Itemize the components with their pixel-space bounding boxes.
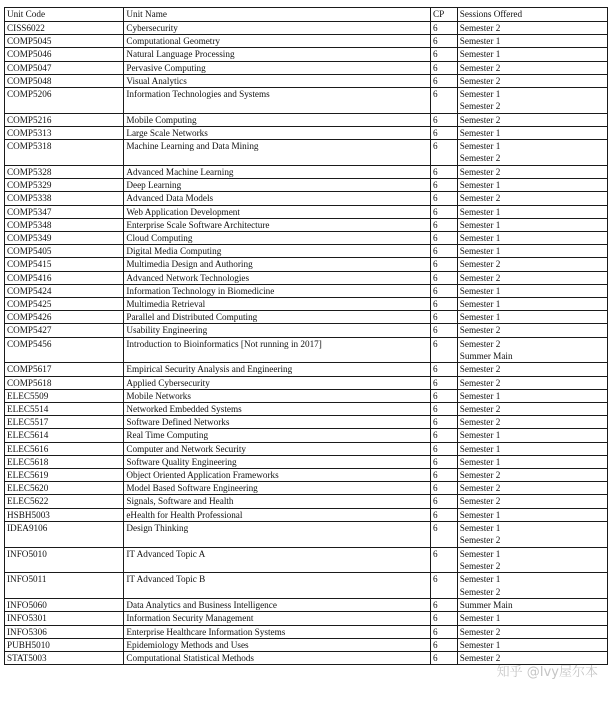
cp-cell: 6	[431, 205, 458, 218]
cp-cell: 6	[431, 429, 458, 442]
sessions-cell	[457, 298, 607, 311]
sessions-cell	[457, 324, 607, 337]
unit-name-cell: Real Time Computing	[124, 429, 431, 442]
cp-cell: 6	[431, 258, 458, 271]
table-row	[5, 232, 608, 245]
table-row	[5, 612, 608, 625]
sessions-cell	[457, 389, 607, 402]
unit-name-cell: Pervasive Computing	[124, 61, 431, 74]
sessions-cell	[457, 429, 607, 442]
header-cp: CP	[431, 8, 458, 22]
session-item: Semester 1	[459, 613, 501, 624]
sessions-cell	[457, 271, 607, 284]
sessions-cell	[457, 35, 607, 48]
units-table	[4, 7, 608, 665]
table-row	[5, 35, 608, 48]
session-item: Semester 1	[459, 36, 501, 47]
unit-code-cell: ELEC5509	[5, 389, 124, 402]
unit-code-cell: IDEA9106	[5, 521, 124, 547]
table-row	[5, 74, 608, 87]
sessions-cell	[457, 612, 607, 625]
session-item: Semester 2	[459, 272, 501, 283]
unit-code-cell: COMP5427	[5, 324, 124, 337]
unit-name-cell: Multimedia Retrieval	[124, 298, 431, 311]
session-item: Semester 1	[459, 443, 501, 454]
watermark: 知乎 @Ivy屋尔本	[496, 665, 598, 680]
cp-cell: 6	[431, 508, 458, 521]
cp-cell: 6	[431, 245, 458, 258]
session-item: Semester 2	[459, 193, 501, 204]
table-row	[5, 389, 608, 402]
unit-code-cell: ELEC5620	[5, 482, 124, 495]
table-row	[5, 495, 608, 508]
session-item: Semester 1	[459, 574, 501, 585]
unit-code-cell: INFO5301	[5, 612, 124, 625]
unit-code-cell: CISS6022	[5, 22, 124, 35]
sessions-cell	[457, 403, 607, 416]
cp-cell: 6	[431, 179, 458, 192]
cp-cell: 6	[431, 612, 458, 625]
session-item: Semester 1	[459, 639, 501, 650]
unit-name-cell: Digital Media Computing	[124, 245, 431, 258]
cp-cell: 6	[431, 298, 458, 311]
cp-cell: 6	[431, 324, 458, 337]
sessions-cell	[457, 363, 607, 376]
sessions-cell	[457, 442, 607, 455]
session-item: Semester 1	[459, 548, 501, 559]
unit-code-cell: COMP5216	[5, 113, 124, 126]
cp-cell: 6	[431, 284, 458, 297]
unit-code-cell: COMP5318	[5, 140, 124, 166]
session-item: Semester 2	[459, 62, 501, 73]
unit-code-cell: COMP5313	[5, 127, 124, 140]
cp-cell: 6	[431, 455, 458, 468]
cp-cell: 6	[431, 573, 458, 599]
sessions-cell	[457, 245, 607, 258]
unit-name-cell: Enterprise Healthcare Information Systems	[124, 625, 431, 638]
unit-code-cell: ELEC5619	[5, 469, 124, 482]
table-row	[5, 482, 608, 495]
unit-code-cell: ELEC5618	[5, 455, 124, 468]
sessions-cell	[457, 376, 607, 389]
cp-cell: 6	[431, 599, 458, 612]
session-item: Semester 1	[459, 299, 501, 310]
unit-name-cell: Deep Learning	[124, 179, 431, 192]
table-header-row	[5, 8, 608, 22]
sessions-cell	[457, 218, 607, 231]
unit-code-cell: HSBH5003	[5, 508, 124, 521]
sessions-cell	[457, 311, 607, 324]
unit-code-cell: COMP5456	[5, 337, 124, 363]
unit-code-cell: COMP5405	[5, 245, 124, 258]
sessions-cell	[457, 521, 607, 547]
unit-name-cell: Multimedia Design and Authoring	[124, 258, 431, 271]
sessions-cell	[457, 258, 607, 271]
sessions-cell	[457, 232, 607, 245]
session-item: Semester 2	[459, 325, 501, 336]
session-item: Semester 2	[459, 496, 501, 507]
unit-code-cell: COMP5047	[5, 61, 124, 74]
table-row	[5, 192, 608, 205]
unit-code-cell: COMP5329	[5, 179, 124, 192]
unit-name-cell: Cybersecurity	[124, 22, 431, 35]
unit-code-cell: INFO5060	[5, 599, 124, 612]
unit-code-cell: STAT5003	[5, 652, 124, 665]
unit-name-cell: Mobile Computing	[124, 113, 431, 126]
session-item: Semester 1	[459, 141, 501, 152]
session-item: Semester 2	[459, 586, 501, 597]
sessions-cell	[457, 205, 607, 218]
session-item: Semester 1	[459, 206, 501, 217]
table-row	[5, 166, 608, 179]
unit-name-cell: Parallel and Distributed Computing	[124, 311, 431, 324]
unit-name-cell: Usability Engineering	[124, 324, 431, 337]
session-item: Semester 1	[459, 312, 501, 323]
unit-name-cell: Signals, Software and Health	[124, 495, 431, 508]
table-row	[5, 284, 608, 297]
header-unit-code: Unit Code	[5, 8, 124, 22]
session-item: Semester 2	[459, 75, 501, 86]
cp-cell: 6	[431, 22, 458, 35]
unit-code-cell: PUBH5010	[5, 638, 124, 651]
table-row	[5, 179, 608, 192]
table-row	[5, 140, 608, 166]
unit-name-cell: Advanced Network Technologies	[124, 271, 431, 284]
session-item: Semester 1	[459, 390, 501, 401]
unit-name-cell: eHealth for Health Professional	[124, 508, 431, 521]
cp-cell: 6	[431, 218, 458, 231]
session-item: Semester 1	[459, 456, 501, 467]
sessions-cell	[457, 166, 607, 179]
sessions-cell	[457, 192, 607, 205]
cp-cell: 6	[431, 482, 458, 495]
table-row	[5, 416, 608, 429]
sessions-cell	[457, 88, 607, 114]
units-table-body	[5, 22, 608, 665]
table-row	[5, 113, 608, 126]
table-row	[5, 547, 608, 573]
cp-cell: 6	[431, 363, 458, 376]
unit-code-cell: COMP5045	[5, 35, 124, 48]
unit-code-cell: COMP5206	[5, 88, 124, 114]
session-item: Semester 1	[459, 285, 501, 296]
table-row	[5, 625, 608, 638]
table-row	[5, 469, 608, 482]
cp-cell: 6	[431, 271, 458, 284]
session-item: Semester 2	[459, 653, 501, 664]
unit-name-cell: Advanced Machine Learning	[124, 166, 431, 179]
unit-name-cell: Model Based Software Engineering	[124, 482, 431, 495]
sessions-cell	[457, 573, 607, 599]
session-item: Semester 1	[459, 219, 501, 230]
unit-name-cell: Information Security Management	[124, 612, 431, 625]
unit-code-cell: COMP5426	[5, 311, 124, 324]
table-row	[5, 455, 608, 468]
session-item: Semester 2	[459, 470, 501, 481]
sessions-cell	[457, 599, 607, 612]
table-row	[5, 298, 608, 311]
cp-cell: 6	[431, 88, 458, 114]
cp-cell: 6	[431, 337, 458, 363]
table-row	[5, 573, 608, 599]
header-unit-name: Unit Name	[124, 8, 431, 22]
header-sessions-offered: Sessions Offered	[457, 8, 607, 22]
session-item: Semester 1	[459, 430, 501, 441]
unit-code-cell: COMP5425	[5, 298, 124, 311]
unit-code-cell: ELEC5614	[5, 429, 124, 442]
session-item: Summer Main	[459, 350, 513, 361]
table-row	[5, 271, 608, 284]
session-item: Semester 2	[459, 114, 501, 125]
table-row	[5, 22, 608, 35]
cp-cell: 6	[431, 127, 458, 140]
table-row	[5, 48, 608, 61]
cp-cell: 6	[431, 469, 458, 482]
table-row	[5, 337, 608, 363]
table-row	[5, 376, 608, 389]
cp-cell: 6	[431, 232, 458, 245]
session-item: Semester 1	[459, 180, 501, 191]
sessions-cell	[457, 127, 607, 140]
session-item: Semester 2	[459, 404, 501, 415]
session-item: Semester 2	[459, 167, 501, 178]
unit-code-cell: INFO5306	[5, 625, 124, 638]
session-item: Semester 1	[459, 522, 501, 533]
unit-code-cell: INFO5010	[5, 547, 124, 573]
unit-name-cell: Data Analytics and Business Intelligence	[124, 599, 431, 612]
unit-name-cell: Machine Learning and Data Mining	[124, 140, 431, 166]
cp-cell: 6	[431, 74, 458, 87]
unit-code-cell: ELEC5616	[5, 442, 124, 455]
unit-name-cell: Empirical Security Analysis and Engineering	[124, 363, 431, 376]
table-row	[5, 442, 608, 455]
session-item: Semester 1	[459, 128, 501, 139]
unit-name-cell: Cloud Computing	[124, 232, 431, 245]
sessions-cell	[457, 625, 607, 638]
unit-code-cell: COMP5349	[5, 232, 124, 245]
session-item: Semester 2	[459, 377, 501, 388]
unit-name-cell: Object Oriented Application Frameworks	[124, 469, 431, 482]
unit-name-cell: Applied Cybersecurity	[124, 376, 431, 389]
table-row	[5, 638, 608, 651]
session-item: Semester 1	[459, 509, 501, 520]
cp-cell: 6	[431, 140, 458, 166]
table-row	[5, 508, 608, 521]
unit-name-cell: Software Defined Networks	[124, 416, 431, 429]
table-row	[5, 599, 608, 612]
unit-code-cell: COMP5424	[5, 284, 124, 297]
sessions-cell	[457, 455, 607, 468]
unit-code-cell: ELEC5622	[5, 495, 124, 508]
cp-cell: 6	[431, 192, 458, 205]
cp-cell: 6	[431, 442, 458, 455]
unit-name-cell: Visual Analytics	[124, 74, 431, 87]
unit-name-cell: Computational Statistical Methods	[124, 652, 431, 665]
table-row	[5, 311, 608, 324]
cp-cell: 6	[431, 403, 458, 416]
session-item: Semester 1	[459, 89, 501, 100]
sessions-cell	[457, 337, 607, 363]
sessions-cell	[457, 179, 607, 192]
session-item: Semester 2	[459, 483, 501, 494]
table-row	[5, 403, 608, 416]
unit-code-cell: COMP5328	[5, 166, 124, 179]
session-item: Semester 2	[459, 417, 501, 428]
unit-name-cell: Computational Geometry	[124, 35, 431, 48]
cp-cell: 6	[431, 166, 458, 179]
session-item: Summer Main	[459, 600, 513, 611]
sessions-cell	[457, 652, 607, 665]
session-item: Semester 2	[459, 101, 501, 112]
unit-code-cell: COMP5347	[5, 205, 124, 218]
unit-code-cell: COMP5415	[5, 258, 124, 271]
unit-name-cell: Software Quality Engineering	[124, 455, 431, 468]
table-row	[5, 363, 608, 376]
sessions-cell	[457, 48, 607, 61]
unit-name-cell: Large Scale Networks	[124, 127, 431, 140]
table-row	[5, 245, 608, 258]
table-row	[5, 652, 608, 665]
unit-code-cell: COMP5617	[5, 363, 124, 376]
session-item: Semester 1	[459, 246, 501, 257]
table-row	[5, 88, 608, 114]
sessions-cell	[457, 508, 607, 521]
cp-cell: 6	[431, 113, 458, 126]
unit-name-cell: Networked Embedded Systems	[124, 403, 431, 416]
sessions-cell	[457, 284, 607, 297]
unit-code-cell: COMP5048	[5, 74, 124, 87]
table-row	[5, 205, 608, 218]
session-item: Semester 1	[459, 233, 501, 244]
cp-cell: 6	[431, 311, 458, 324]
cp-cell: 6	[431, 638, 458, 651]
table-row	[5, 127, 608, 140]
unit-name-cell: Mobile Networks	[124, 389, 431, 402]
unit-name-cell: IT Advanced Topic B	[124, 573, 431, 599]
cp-cell: 6	[431, 416, 458, 429]
unit-name-cell: Web Application Development	[124, 205, 431, 218]
unit-name-cell: Information Technologies and Systems	[124, 88, 431, 114]
sessions-cell	[457, 469, 607, 482]
unit-name-cell: Introduction to Bioinformatics [Not running in 2017]	[124, 337, 431, 363]
sessions-cell	[457, 113, 607, 126]
sessions-cell	[457, 638, 607, 651]
unit-name-cell: Enterprise Scale Software Architecture	[124, 218, 431, 231]
unit-name-cell: IT Advanced Topic A	[124, 547, 431, 573]
unit-name-cell: Advanced Data Models	[124, 192, 431, 205]
cp-cell: 6	[431, 61, 458, 74]
table-row	[5, 61, 608, 74]
unit-code-cell: COMP5348	[5, 218, 124, 231]
sessions-cell	[457, 61, 607, 74]
unit-name-cell: Computer and Network Security	[124, 442, 431, 455]
cp-cell: 6	[431, 625, 458, 638]
session-item: Semester 2	[459, 153, 501, 164]
sessions-cell	[457, 74, 607, 87]
session-item: Semester 2	[459, 560, 501, 571]
sessions-cell	[457, 482, 607, 495]
unit-name-cell: Epidemiology Methods and Uses	[124, 638, 431, 651]
session-item: Semester 2	[459, 259, 501, 270]
table-row	[5, 324, 608, 337]
session-item: Semester 1	[459, 49, 501, 60]
cp-cell: 6	[431, 389, 458, 402]
sessions-cell	[457, 140, 607, 166]
cp-cell: 6	[431, 521, 458, 547]
cp-cell: 6	[431, 652, 458, 665]
unit-code-cell: INFO5011	[5, 573, 124, 599]
cp-cell: 6	[431, 376, 458, 389]
unit-code-cell: COMP5416	[5, 271, 124, 284]
sessions-cell	[457, 547, 607, 573]
session-item: Semester 2	[459, 338, 501, 349]
unit-name-cell: Information Technology in Biomedicine	[124, 284, 431, 297]
unit-code-cell: COMP5618	[5, 376, 124, 389]
unit-name-cell: Design Thinking	[124, 521, 431, 547]
session-item: Semester 2	[459, 364, 501, 375]
cp-cell: 6	[431, 48, 458, 61]
cp-cell: 6	[431, 547, 458, 573]
unit-code-cell: ELEC5517	[5, 416, 124, 429]
sessions-cell	[457, 495, 607, 508]
sessions-cell	[457, 22, 607, 35]
unit-name-cell: Natural Language Processing	[124, 48, 431, 61]
cp-cell: 6	[431, 35, 458, 48]
session-item: Semester 2	[459, 535, 501, 546]
table-row	[5, 521, 608, 547]
session-item: Semester 2	[459, 626, 501, 637]
table-row	[5, 429, 608, 442]
table-row	[5, 218, 608, 231]
table-row	[5, 258, 608, 271]
session-item: Semester 2	[459, 23, 501, 33]
unit-code-cell: COMP5338	[5, 192, 124, 205]
unit-code-cell: COMP5046	[5, 48, 124, 61]
cp-cell: 6	[431, 495, 458, 508]
sessions-cell	[457, 416, 607, 429]
unit-code-cell: ELEC5514	[5, 403, 124, 416]
